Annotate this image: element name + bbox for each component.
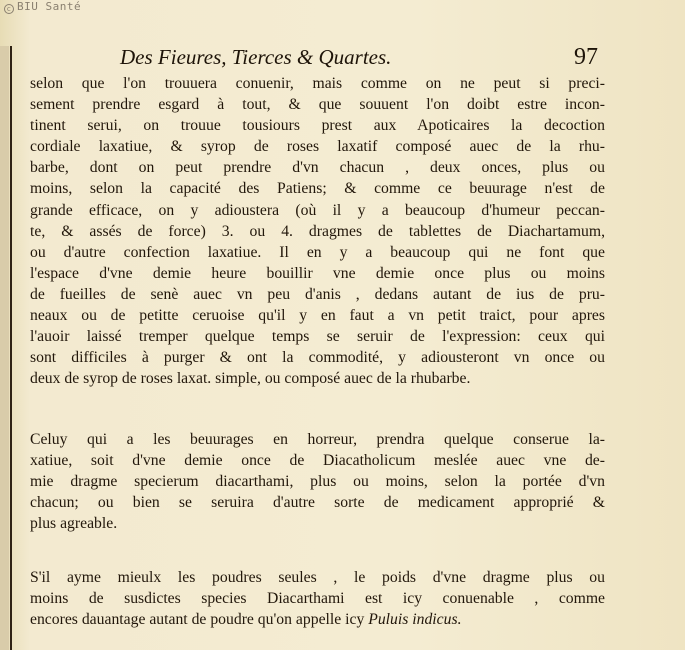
copyright-icon: c: [4, 4, 14, 14]
text-line: tinent serui, on trouue tousiours prest aux Apoticaires la decoction: [30, 117, 605, 135]
running-title: Des Fieures, Tierces & Quartes.: [120, 45, 392, 69]
text-line: ou d'autre confection laxatiue. Il en y a beaucoup qui ne font que: [30, 243, 605, 261]
text-line: de fueilles de senè auec vn peu d'anis , dedans autant de ius de pru-: [30, 285, 605, 303]
text-line: mie dragme specierum diacarthami, plus ou moins, selon la portée d'vn: [30, 473, 605, 491]
binding-edge: [0, 46, 9, 650]
text-line: l'auoir laissé tremper quelque temps se seruir de l'expression: ceux qui: [30, 328, 605, 346]
library-watermark: [4, 0, 81, 14]
text-line: selon que l'on trouuera conuenir, mais comme on ne peut si preci-: [30, 75, 605, 92]
text-line: barbe, dont on peut prendre d'vn chacun , deux onces, plus ou: [30, 159, 605, 177]
text-line: sement prendre esgard à tout, & que souuent l'on doibt estre incon-: [30, 96, 605, 114]
paragraph-3: [30, 567, 605, 630]
italic-term: Puluis indicus.: [368, 611, 462, 629]
text-line: xatiue, soit d'vne demie once de Diacatholicum meslée auec vne de-: [30, 452, 605, 470]
text-line: grande efficace, on y adioustera (où il y a beaucoup d'humeur peccan-: [30, 201, 605, 219]
text-line: moins de susdictes species Diacarthami est icy conuenable , comme: [30, 590, 605, 608]
text-line: S'il ayme mieulx les poudres seules , le poids d'vne dragme plus ou: [30, 569, 605, 586]
text-line: sont difficiles à purger & ont la commodité, y adiousteront vn once ou: [30, 349, 605, 367]
watermark-text: BIU Santé: [17, 0, 82, 13]
text-line: moins, selon la capacité des Patiens; & comme ce beuurage n'est de: [30, 180, 605, 198]
text-line: cordiale laxatiue, & syrop de roses laxatif composé auec de la rhu-: [30, 138, 605, 156]
text-line: neaux ou de petitte ceruoise qu'il y en faut a vn petit traict, pour apres: [30, 307, 605, 325]
text-line: te, & assés de force) 3. ou 4. dragmes de tablettes de Diachartamum,: [30, 222, 605, 240]
text-line: encores dauantage autant de poudre qu'on appelle icy: [30, 611, 365, 629]
text-line-final: [30, 609, 605, 630]
text-line: l'espace d'vne demie heure bouillir vne demie once plus ou moins: [30, 264, 605, 282]
text-line: plus agreable.: [30, 515, 118, 533]
text-line: Celuy qui a les beuurages en horreur, prendra quelque conserue la-: [30, 431, 605, 448]
margin-rule: [10, 46, 12, 650]
paragraph-2: [30, 429, 605, 534]
text-line: chacun; ou bien se seruira d'autre sorte de medicament approprié &: [30, 494, 605, 512]
text-line: deux de syrop de roses laxat. simple, ou composé auec de la rhubarbe.: [30, 370, 471, 388]
page-number: 97: [574, 44, 598, 70]
paragraph-1: [30, 73, 605, 389]
